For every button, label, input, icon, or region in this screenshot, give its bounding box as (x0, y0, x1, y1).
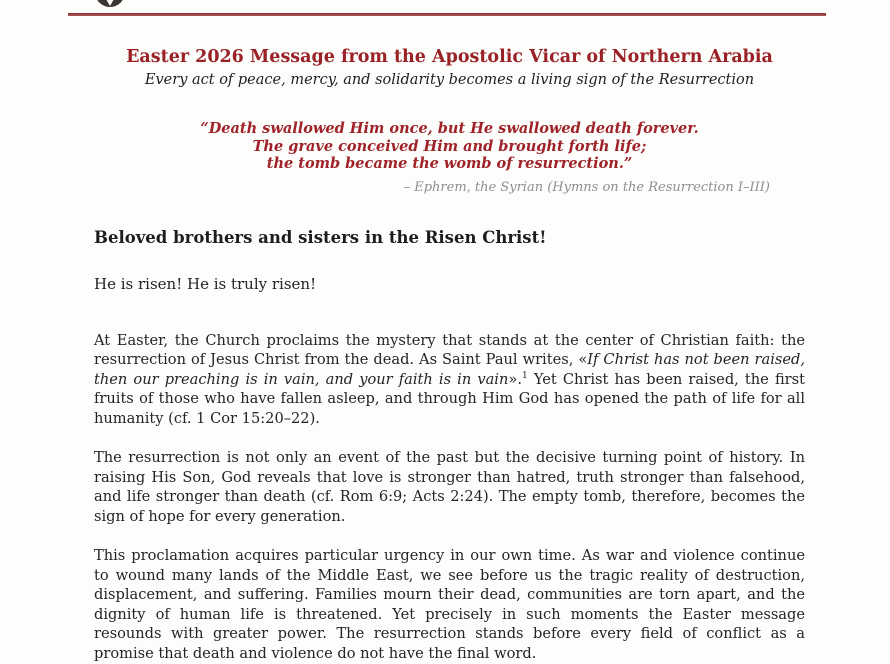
quote-attribution: – Ephrem, the Syrian (Hymns on the Resurrection I–III) (403, 179, 770, 195)
paragraph-urgency-today: This proclamation acquires particular urgency in our own time. As war and violence continue to wound many lands of the Middle East, we see before us the tragic reality of destruction, displacement, and suffering. Families mourn their dead, communities are torn apart, and the dignity of human life is threatened. Yet precisely in such moments the Easter message resounds with greater power. The resurrection stands before every field of conflict as a promise that death and violence do not have the final word. (94, 547, 805, 662)
quote-line: the tomb became the womb of resurrection.” (266, 155, 633, 172)
page-title: Easter 2026 Message from the Apostolic Vicar of Northern Arabia (126, 47, 773, 67)
proclamation-line: He is risen! He is truly risen! (94, 274, 317, 293)
paragraph-easter-mystery (94, 331, 805, 429)
document-content (0, 47, 890, 663)
letterhead-region-text (264, 5, 626, 6)
page-subtitle: Every act of peace, mercy, and solidarity becomes a living sign of the Resurrection (144, 72, 755, 88)
quote-line: The grave conceived Him and brought forth life; (252, 137, 647, 155)
epigraph-quote (94, 120, 805, 173)
header-divider (68, 13, 826, 16)
paragraph-text: At Easter, the Church proclaims the mystery that stands at the center of Christian faith: the resurrection of Jesus Christ from the dead. As Saint Paul writes, « (94, 331, 805, 368)
letterhead (0, 0, 890, 20)
quote-line: “Death swallowed Him once, but He swallowed death forever. (200, 120, 699, 137)
paragraph-resurrection-history: The resurrection is not only an event of the past but the decisive turning point of history. In raising His Son, God reveals that love is stronger than hatred, truth stronger than falsehood, and life stronger than death (cf. Rom 6:9; Acts 2:24). The empty tomb, therefore, becomes the sign of hope for every generation. (94, 449, 805, 525)
scripture-quote: If Christ has not been raised, then our preaching is in vain, and your faith is in vain (94, 351, 805, 388)
salutation: Beloved brothers and sisters in the Risen Christ! (94, 227, 547, 247)
letterhead-region-line (0, 0, 890, 6)
paragraph-text: Yet Christ has been raised, the first fruits of those who have fallen asleep, and through Him God has opened the path of life for all humanity (cf. 1 Cor 15:20–22). (94, 370, 806, 427)
footnote-marker: 1 (521, 370, 528, 381)
paragraph-text: ». (508, 370, 522, 388)
